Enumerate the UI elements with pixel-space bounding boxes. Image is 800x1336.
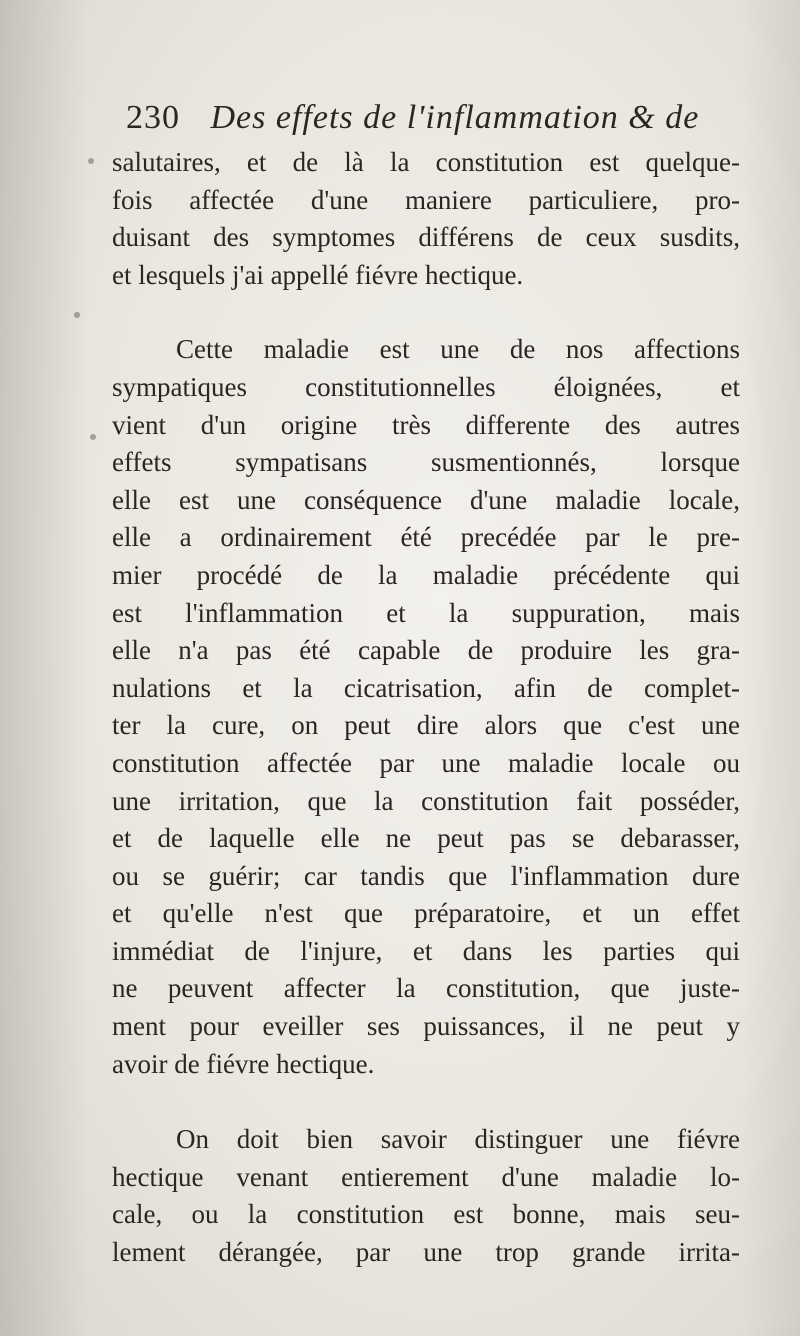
- ink-spot: [90, 434, 96, 440]
- text-line: elle a ordinairement été precédée par le pre-: [112, 522, 740, 553]
- text-line: elle n'a pas été capable de produire les gra-: [112, 635, 740, 666]
- text-line: fois affectée d'une maniere particuliere, pro-: [112, 184, 740, 215]
- text-line: vient d'un origine très differente des autres: [112, 409, 740, 440]
- paragraph-2: [112, 331, 740, 1083]
- text-line: Cette maladie est une de nos affections: [176, 334, 740, 365]
- page-shadow-left: [0, 0, 90, 1336]
- text-line: et de laquelle elle ne peut pas se debarasser,: [112, 823, 740, 854]
- text-line: ou se guérir; car tandis que l'inflammation dure: [112, 860, 740, 891]
- ink-spot: [88, 158, 94, 164]
- paragraph-3: [112, 1121, 740, 1271]
- text-line: constitution affectée par une maladie locale ou: [112, 747, 740, 778]
- text-line: est l'inflammation et la suppuration, mais: [112, 597, 740, 628]
- text-line: duisant des symptomes différens de ceux susdits,: [112, 222, 740, 253]
- ink-spot: [74, 312, 80, 318]
- text-line: elle est une conséquence d'une maladie locale,: [112, 484, 740, 515]
- page-shadow-right: [740, 0, 800, 1336]
- text-line: mier procédé de la maladie précédente qui: [112, 559, 740, 590]
- text-line: et lesquels j'ai appellé fiévre hectique.: [112, 259, 524, 290]
- running-header: [126, 98, 726, 138]
- paragraph-gap: [112, 294, 740, 331]
- text-line: une irritation, que la constitution fait posséder,: [112, 785, 740, 816]
- text-line: effets sympatisans susmentionnés, lorsque: [112, 447, 740, 478]
- text-line: hectique venant entierement d'une maladie lo-: [112, 1161, 740, 1192]
- text-line: avoir de fiévre hectique.: [112, 1048, 375, 1079]
- text-line: sympatiques constitutionnelles éloignées, et: [112, 371, 740, 402]
- text-line: ne peuvent affecter la constitution, que juste-: [112, 973, 740, 1004]
- text-line: salutaires, et de là la constitution est quelque-: [112, 147, 740, 177]
- running-title: Des effets de l'inflammation & de: [210, 99, 700, 136]
- page-number: 230: [126, 99, 180, 136]
- text-line: On doit bien savoir distinguer une fiévre: [176, 1124, 740, 1155]
- text-line: cale, ou la constitution est bonne, mais seu-: [112, 1199, 740, 1230]
- text-line: nulations et la cicatrisation, afin de complet-: [112, 672, 740, 703]
- text-line: immédiat de l'injure, et dans les parties qui: [112, 935, 740, 966]
- paragraph-1: [112, 144, 740, 294]
- text-line: ment pour eveiller ses puissances, il ne peut y: [112, 1011, 740, 1042]
- text-line: et qu'elle n'est que préparatoire, et un effet: [112, 898, 740, 929]
- text-line: lement dérangée, par une trop grande irrita-: [112, 1237, 740, 1268]
- body-text: [112, 144, 740, 1272]
- paragraph-gap: [112, 1083, 740, 1121]
- text-line: ter la cure, on peut dire alors que c'est une: [112, 710, 740, 741]
